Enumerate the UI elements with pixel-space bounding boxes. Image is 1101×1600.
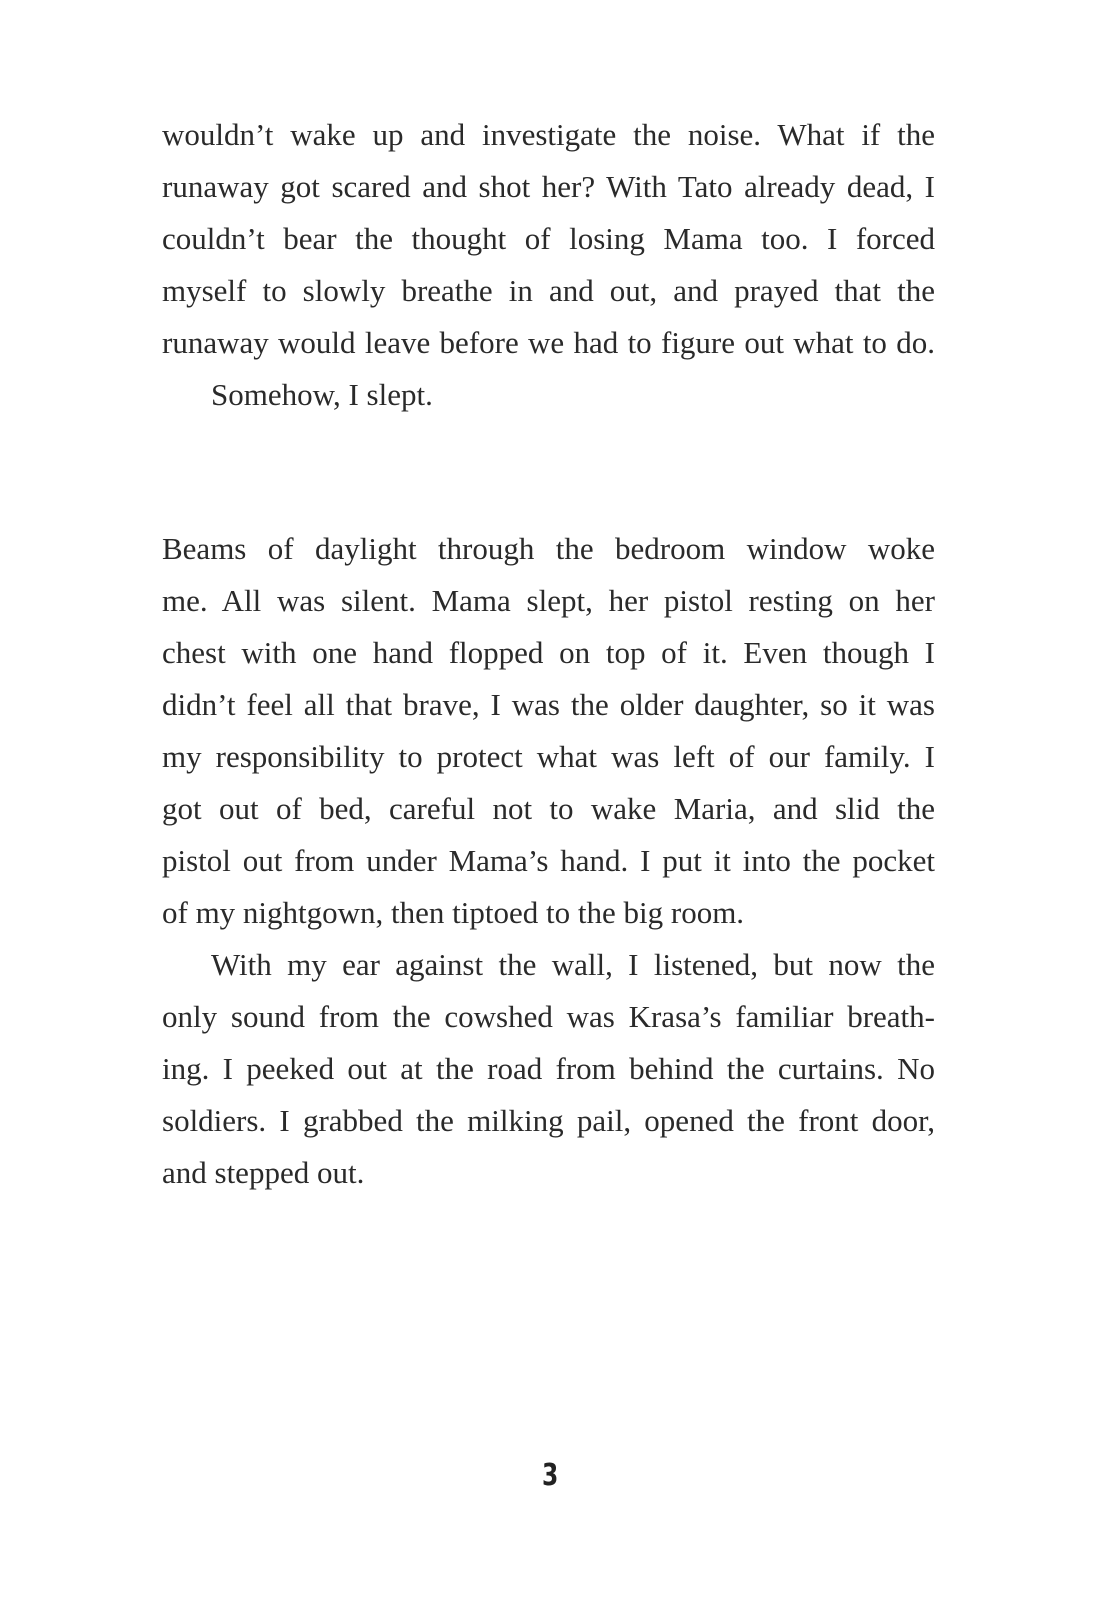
text-line: Beams of daylight through the bedroom window woke bbox=[162, 531, 935, 566]
text-line: pistol out from under Mama’s hand. I put it into the pocket bbox=[162, 843, 935, 878]
text-line: ing. I peeked out at the road from behind the curtains. No bbox=[162, 1051, 935, 1086]
text-line: and stepped out. bbox=[162, 1155, 365, 1190]
text-line: chest with one hand flopped on top of it. Even though I bbox=[162, 635, 935, 670]
text-line: soldiers. I grabbed the milking pail, opened the front door, bbox=[162, 1103, 935, 1138]
text-line: Somehow, I slept. bbox=[211, 377, 433, 412]
text-line: got out of bed, careful not to wake Maria, and slid the bbox=[162, 791, 935, 826]
text-line: only sound from the cowshed was Krasa’s familiar breath- bbox=[162, 999, 935, 1034]
text-line: With my ear against the wall, I listened, but now the bbox=[211, 947, 935, 982]
text-line: myself to slowly breathe in and out, and prayed that the bbox=[162, 273, 935, 308]
text-section-2 bbox=[162, 523, 935, 1199]
text-section-1 bbox=[162, 109, 935, 421]
page-number: 3 bbox=[542, 1458, 559, 1493]
text-line: me. All was silent. Mama slept, her pistol resting on her bbox=[162, 583, 935, 618]
text-line: couldn’t bear the thought of losing Mama too. I forced bbox=[162, 221, 935, 256]
text-line: runaway would leave before we had to figure out what to do. bbox=[162, 325, 935, 360]
text-line: wouldn’t wake up and investigate the noise. What if the bbox=[162, 117, 935, 152]
text-line: didn’t feel all that brave, I was the older daughter, so it was bbox=[162, 687, 935, 722]
text-line: of my nightgown, then tiptoed to the big room. bbox=[162, 895, 745, 930]
text-line: my responsibility to protect what was left of our family. I bbox=[162, 739, 935, 774]
text-line: runaway got scared and shot her? With Tato already dead, I bbox=[162, 169, 935, 204]
